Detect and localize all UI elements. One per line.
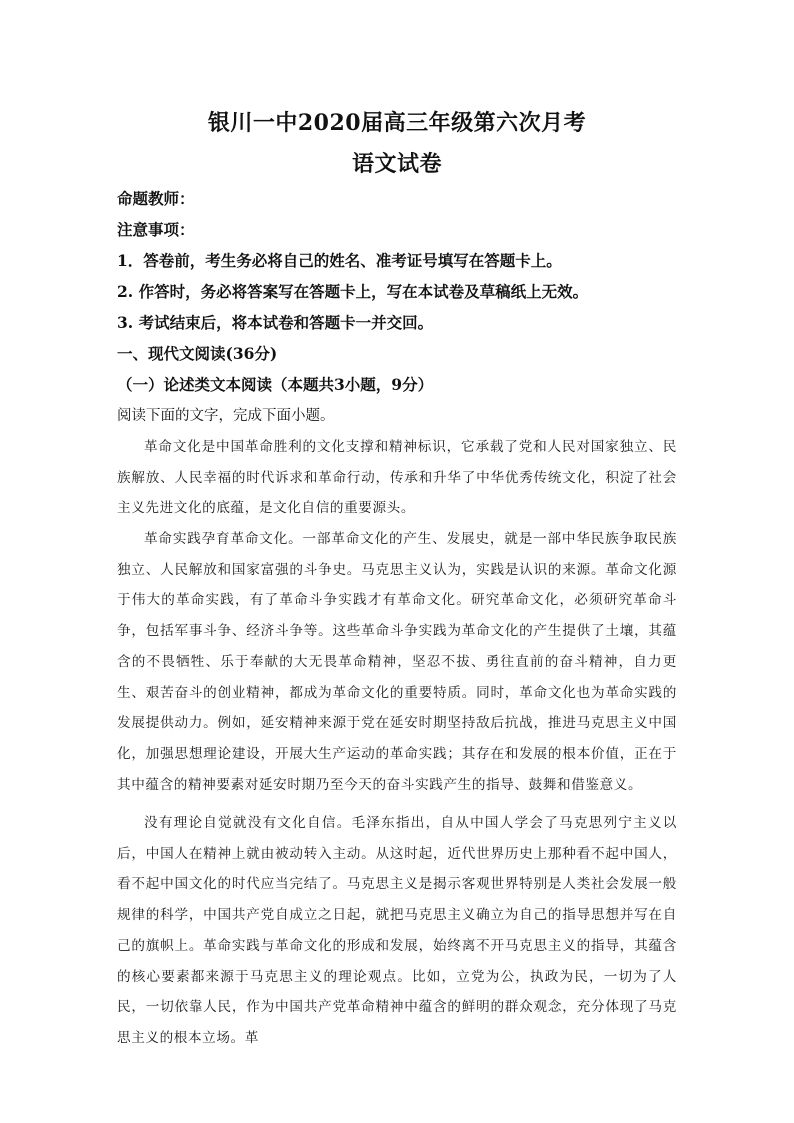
- note-item-2: 2. 作答时，务必将答案写在答题卡上，写在本试卷及草稿纸上无效。: [117, 282, 589, 301]
- note-item-1: 1．答卷前，考生务必将自己的姓名、准考证号填写在答题卡上。: [117, 251, 562, 270]
- passage-paragraph-1: 革命文化是中国革命胜利的文化支撑和精神标识，它承载了党和人民对国家独立、民族解放、人民幸福的时代诉求和革命行动，传承和升华了中华优秀传统文化，积淀了社会主义先进文化的底蕴，是文化自信的重要源头。: [117, 439, 677, 517]
- author-label: 命题教师：: [117, 189, 195, 208]
- exam-title: 银川一中2020届高三年级第六次月考: [207, 110, 587, 136]
- section-subheading: （一）论述类文本阅读（本题共3小题，9分）: [117, 375, 434, 394]
- note-item-3: 3. 考试结束后，将本试卷和答题卡一并交回。: [117, 313, 434, 332]
- exam-subtitle: 语文试卷: [351, 151, 442, 177]
- reading-instruction: 阅读下面的文字，完成下面小题。: [117, 408, 335, 424]
- section-heading: 一、现代文阅读(36分): [117, 344, 278, 363]
- notes-heading: 注意事项：: [117, 220, 195, 239]
- passage-paragraph-3: 没有理论自觉就没有文化自信。毛泽东指出，自从中国人学会了马克思列宁主义以后，中国人在精神上就由被动转入主动。从这时起，近代世界历史上那种看不起中国人，看不起中国文化的时代应当完结了。马克思主义是揭示客观世界特别是人类社会发展一般规律的科学，中国共产党自成立之日起，就把马克思主义确立为自己的指导思想并写在自己的旗帜上。革命实践与革命文化的形成和发展，始终离不开马克思主义的指导，其蕴含的核心要素都来源于马克思主义的理论观点。比如，立党为公，执政为民，一切为了人民，一切依靠人民，作为中国共产党革命精神中蕴含的鲜明的群众观念，充分体现了马克思主义的根本立场。革: [117, 815, 677, 1046]
- passage-paragraph-2: 革命实践孕育革命文化。一部革命文化的产生、发展史，就是一部中华民族争取民族独立、人民解放和国家富强的斗争史。马克思主义认为，实践是认识的来源。革命文化源于伟大的革命实践，有了革命斗争实践才有革命文化。研究革命文化，必须研究革命斗争，包括军事斗争、经济斗争等。这些革命斗争实践为革命文化的产生提供了土壤，其蕴含的不畏牺牲、乐于奉献的大无畏革命精神，坚忍不拔、勇往直前的奋斗精神，自力更生、艰苦奋斗的创业精神，都成为革命文化的重要特质。同时，革命文化也为革命实践的发展提供动力。例如，延安精神来源于党在延安时期坚持敌后抗战，推进马克思主义中国化，加强思想理论建设，开展大生产运动的革命实践；其存在和发展的根本价值，正在于其中蕴含的精神要素对延安时期乃至今天的奋斗实践产生的指导、鼓舞和借鉴意义。: [117, 531, 677, 793]
